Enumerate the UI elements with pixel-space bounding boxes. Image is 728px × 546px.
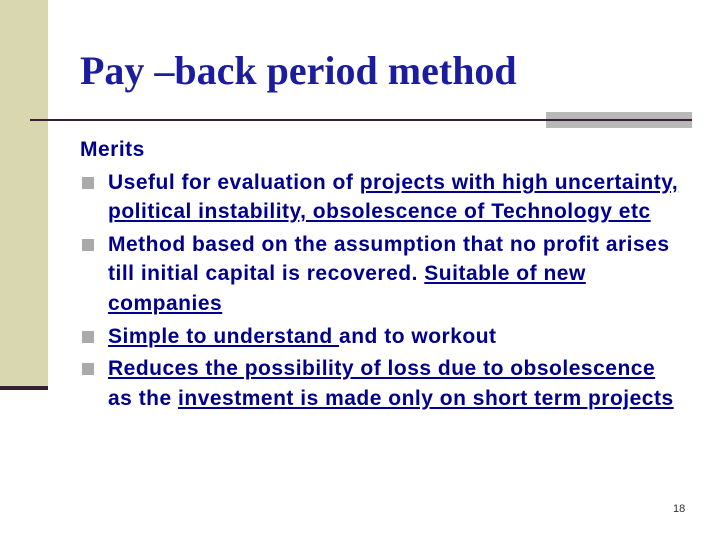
page-number: 18 — [673, 503, 686, 515]
bullet-item — [80, 354, 680, 413]
bullet-text-segment: as the — [108, 386, 179, 410]
bullet-text — [108, 171, 678, 224]
bullet-text — [108, 233, 670, 315]
bullet-text — [108, 357, 674, 410]
bullet-item — [80, 230, 680, 319]
bullet-item — [80, 322, 680, 352]
underlined-link-text[interactable]: Suitable of new companies — [108, 262, 586, 315]
slide-title: Pay –back period method — [80, 48, 517, 93]
left-decorative-band — [0, 0, 48, 389]
section-label-merits: Merits — [80, 138, 145, 161]
square-bullet-icon — [82, 331, 94, 343]
bullet-list — [80, 168, 680, 414]
bullet-text-segment: and to workout — [339, 324, 497, 348]
square-bullet-icon — [82, 239, 94, 251]
underlined-link-text[interactable]: investment is made only on short term projects — [178, 386, 674, 410]
bullet-text — [108, 325, 497, 348]
underlined-link-text[interactable]: Reduces the possibility of loss due to obsolescence — [108, 357, 656, 381]
bullet-item — [80, 168, 680, 227]
bullet-text-segment: Useful for evaluation of — [108, 170, 360, 194]
bullet-text-segment: Method based on the assumption that no profit arises till initial capital is recovered. — [108, 232, 670, 286]
slide-body — [80, 135, 680, 416]
underlined-link-text[interactable]: Simple to understand — [108, 324, 340, 348]
left-band-underline — [0, 386, 48, 390]
square-bullet-icon — [82, 363, 94, 375]
decorative-bar — [546, 112, 692, 128]
square-bullet-icon — [82, 177, 94, 189]
underlined-link-text[interactable]: projects with high uncertainty, political instability, obsolescence of Technology etc — [108, 170, 679, 224]
